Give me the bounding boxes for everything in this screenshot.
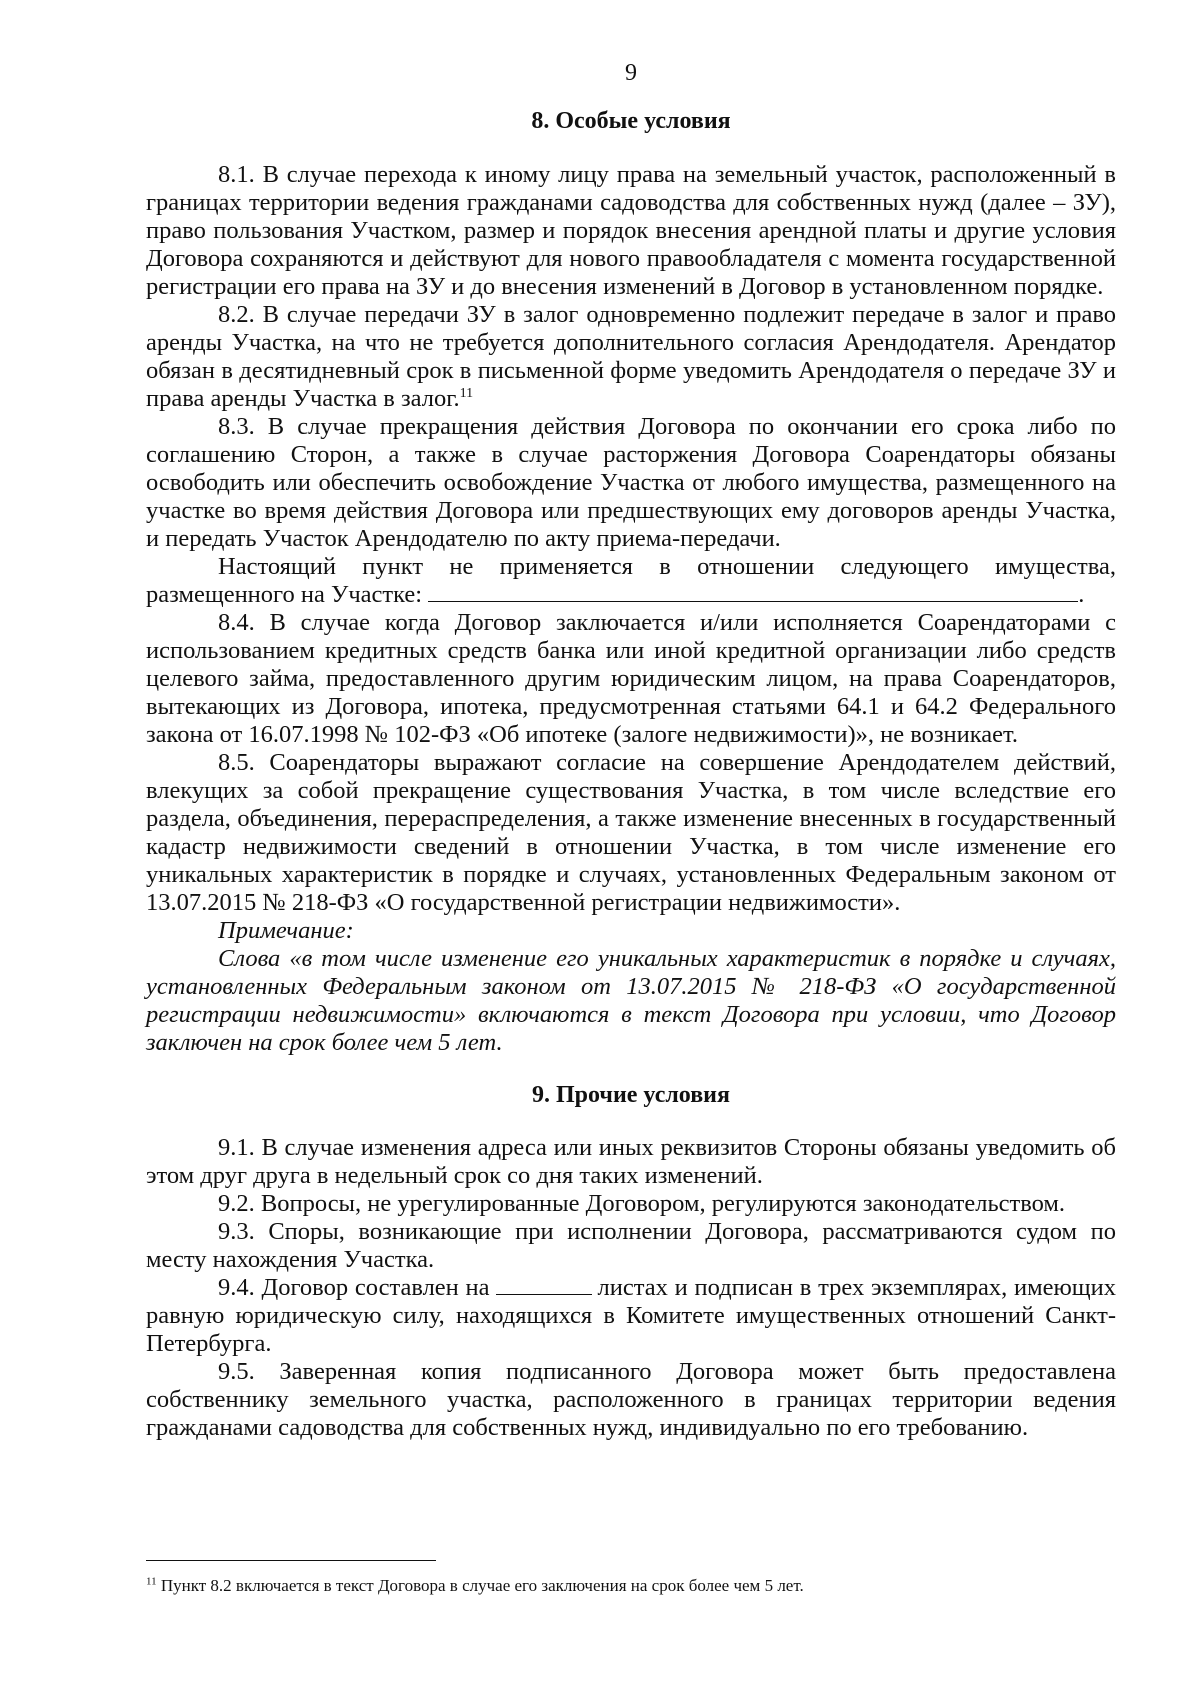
section-9-heading: 9. Прочие условия bbox=[532, 1082, 730, 1108]
section-8-heading: 8. Особые условия bbox=[531, 108, 731, 134]
clause-8-1: 8.1. В случае перехода к иному лицу права на земельный участок, расположенный в границах территории ведения гражданами садоводства для собственных нужд (далее – ЗУ), право пользования Участком, размер и порядок внесения арендной платы и другие условия Договора сохраняются и действуют для нового правообладателя с момента государственной регистрации его права на ЗУ и до внесения изменений в Договор в установленном порядке. bbox=[146, 161, 1116, 300]
clause-8-3-exception-end: . bbox=[1078, 581, 1085, 608]
footnote-divider bbox=[146, 1560, 436, 1561]
footnote-number: 11 bbox=[146, 1575, 157, 1588]
clause-9-4 bbox=[146, 1274, 1116, 1358]
clause-9-3: 9.3. Споры, возникающие при исполнении Договора, рассматриваются судом по месту нахождения Участка. bbox=[146, 1218, 1116, 1273]
sheet-count-blank-field[interactable] bbox=[496, 1274, 592, 1295]
property-blank-field[interactable] bbox=[428, 581, 1078, 602]
section-8-body bbox=[146, 161, 1116, 1057]
clause-9-4-text-before: 9.4. Договор составлен на bbox=[218, 1274, 490, 1301]
clause-8-5: 8.5. Соарендаторы выражают согласие на совершение Арендодателем действий, влекущих за собой прекращение существования Участка, в том числе вследствие его раздела, объединения, перераспределения, а также изменение внесенных в государственный кадастр недвижимости сведений в отношении Участка, в том числе изменение его уникальных характеристик в порядке и случаях, установленных Федеральным законом от 13.07.2015 № 218-ФЗ «О государственной регистрации недвижимости». bbox=[146, 749, 1116, 916]
page-number: 9 bbox=[625, 60, 637, 86]
section-9-body bbox=[146, 1134, 1116, 1442]
clause-8-4: 8.4. В случае когда Договор заключается и/или исполняется Соарендаторами с использованием кредитных средств банка или иной кредитной организации либо средств целевого займа, предоставленного другим юридическим лицом, на права Соарендаторов, вытекающих из Договора, ипотека, предусмотренная статьями 64.1 и 64.2 Федерального закона от 16.07.1998 № 102-ФЗ «Об ипотеке (залоге недвижимости)», не возникает. bbox=[146, 609, 1116, 748]
clause-9-1: 9.1. В случае изменения адреса или иных реквизитов Стороны обязаны уведомить об этом друг друга в недельный срок со дня таких изменений. bbox=[146, 1134, 1116, 1189]
clause-9-2: 9.2. Вопросы, не урегулированные Договором, регулируются законодательством. bbox=[218, 1190, 1066, 1217]
clause-8-2 bbox=[146, 301, 1116, 413]
clause-9-5: 9.5. Заверенная копия подписанного Договора может быть предоставлена собственнику земельного участка, расположенного в границах территории ведения гражданами садоводства для собственных нужд, индивидуально по его требованию. bbox=[146, 1358, 1116, 1441]
clause-8-3-exception bbox=[146, 553, 1116, 609]
footnote-ref-11: 11 bbox=[459, 385, 474, 401]
note-text: Слова «в том числе изменение его уникальных характеристик в порядке и случаях, установленных Федеральным законом от 13.07.2015 № 218-ФЗ «О государственной регистрации недвижимости» включаются в текст Договора при условии, что Договор заключен на срок более чем 5 лет. bbox=[146, 945, 1116, 1056]
footnote-text: Пункт 8.2 включается в текст Договора в случае его заключения на срок более чем 5 лет. bbox=[156, 1576, 804, 1595]
clause-8-3: 8.3. В случае прекращения действия Договора по окончании его срока либо по соглашению Сторон, а также в случае расторжения Договора Соарендаторы обязаны освободить или обеспечить освобождение Участка от любого имущества, размещенного на участке во время действия Договора или предшествующих ему договоров аренды Участка, и передать Участок Арендодателю по акту приема-передачи. bbox=[146, 413, 1116, 552]
note-label: Примечание: bbox=[218, 917, 354, 944]
clause-9-4-text-after: листах и подписан в трех экземплярах, имеющих равную юридическую силу, находящихся в Комитете имущественных отношений Санкт-Петербурга. bbox=[146, 1274, 1117, 1357]
footnote-11 bbox=[146, 1575, 1116, 1597]
clause-8-2-text: 8.2. В случае передачи ЗУ в залог одновременно подлежит передаче в залог и право аренды Участка, на что не требуется дополнительного согласия Арендодателя. Арендатор обязан в десятидневный срок в письменной форме уведомить Арендодателя о передаче ЗУ и права аренды Участка в залог. bbox=[146, 301, 1116, 412]
clause-8-3-exception-text: Настоящий пункт не применяется в отношении следующего имущества, размещенного на Участке: bbox=[146, 553, 1116, 608]
